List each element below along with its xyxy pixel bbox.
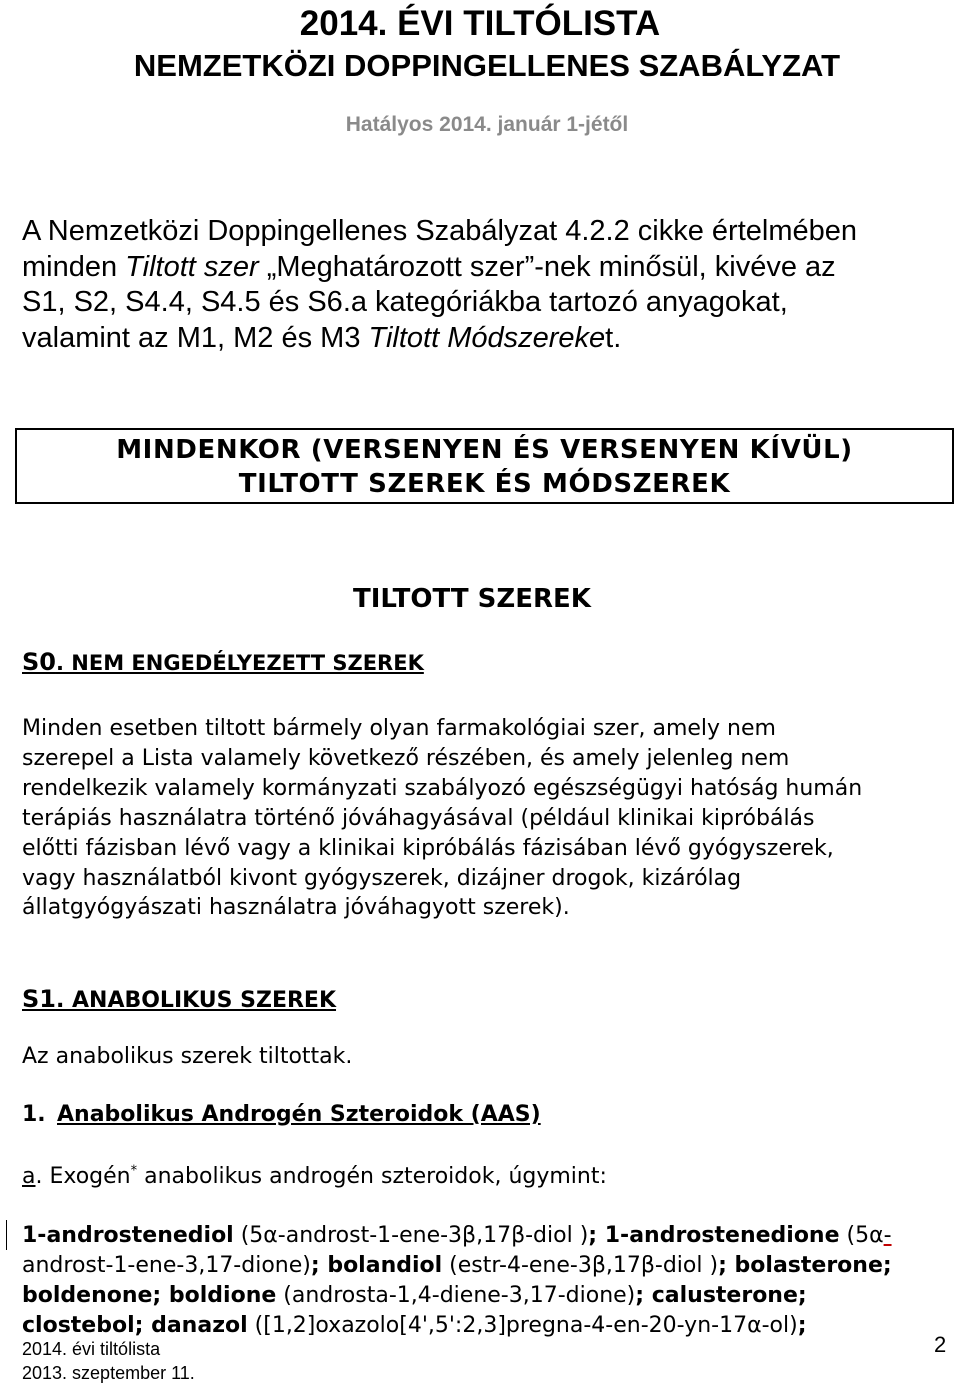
box-line-2: TILTOTT SZEREK ÉS MÓDSZEREK xyxy=(238,469,731,499)
s1-heading: S1. ANABOLIKUS SZEREK xyxy=(22,985,337,1013)
paragraph-line: állatgyógyászati használatra jóváhagyott szerek). xyxy=(22,895,570,921)
effective-date: Hatályos 2014. január 1-jétől xyxy=(345,113,629,136)
intro-line: minden Tiltott szer „Meghatározott szer”-nek minősül, kivéve az xyxy=(22,250,836,283)
box-line-1: MINDENKOR (VERSENYEN ÉS VERSENYEN KÍVÜL) xyxy=(116,435,853,465)
list-line: 1-androstenediol (5α-androst-1-ene-3β,17β-diol ); 1-androstenedione (5α- xyxy=(22,1223,892,1248)
intro-line: S1, S2, S4.4, S4.5 és S6.a kategóriákba tartozó anyagokat, xyxy=(22,286,788,318)
paragraph-line: vagy használatból kivont gyógyszerek, dizájner drogok, kizárólag xyxy=(22,865,742,891)
revision-bar xyxy=(6,1220,7,1250)
paragraph-line: előtti fázisban lévő vagy a klinikai kipróbálás fázisában lévő gyógyszerek, xyxy=(22,835,834,861)
footer-title: 2014. évi tiltólista xyxy=(22,1339,161,1359)
s0-paragraph xyxy=(22,714,960,923)
intro-paragraph xyxy=(22,214,952,356)
aas-title: Anabolikus Androgén Szteroidok (AAS) xyxy=(57,1102,541,1127)
s1-text: Az anabolikus szerek tiltottak. xyxy=(22,1044,353,1069)
substance-list xyxy=(22,1221,942,1341)
paragraph-line: Minden esetben tiltott bármely olyan farmakológiai szer, amely nem xyxy=(22,716,776,741)
list-line: boldenone; boldione (androsta-1,4-diene-3,17-dione); calusterone; xyxy=(22,1282,807,1308)
document-subtitle: NEMZETKÖZI DOPPINGELLENES SZABÁLYZAT xyxy=(133,48,841,83)
intro-line: A Nemzetközi Doppingellenes Szabályzat 4.2.2 cikke értelmében xyxy=(22,215,858,247)
s0-heading: S0. NEM ENGEDÉLYEZETT SZEREK xyxy=(22,648,424,676)
list-line: clostebol; danazol ([1,2]oxazolo[4',5':2,3]pregna-4-en-20-yn-17α-ol); xyxy=(22,1312,807,1338)
list-line: androst-1-ene-3,17-dione); bolandiol (estr-4-ene-3β,17β-diol ); bolasterone; xyxy=(22,1252,892,1278)
paragraph-line: terápiás használatra történő jóváhagyásával (például klinikai kipróbálás xyxy=(22,805,815,831)
page-number: 2 xyxy=(934,1332,947,1357)
section-heading: TILTOTT SZEREK xyxy=(353,584,591,614)
aas-number: 1. xyxy=(22,1102,46,1127)
always-prohibited-box xyxy=(15,428,954,504)
paragraph-line: rendelkezik valamely kormányzati szabályozó egészségügyi hatóság humán xyxy=(22,775,863,801)
paragraph-line: szerepel a Lista valamely következő részében, és amely jelenleg nem xyxy=(22,745,790,771)
document-title: 2014. ÉVI TILTÓLISTA xyxy=(299,4,661,43)
footer-date: 2013. szeptember 11. xyxy=(22,1363,195,1383)
exogenous-line: a. Exogén* anabolikus androgén szteroidok, úgymint: xyxy=(22,1163,607,1189)
intro-line: valamint az M1, M2 és M3 Tiltott Módszereket. xyxy=(22,321,622,354)
